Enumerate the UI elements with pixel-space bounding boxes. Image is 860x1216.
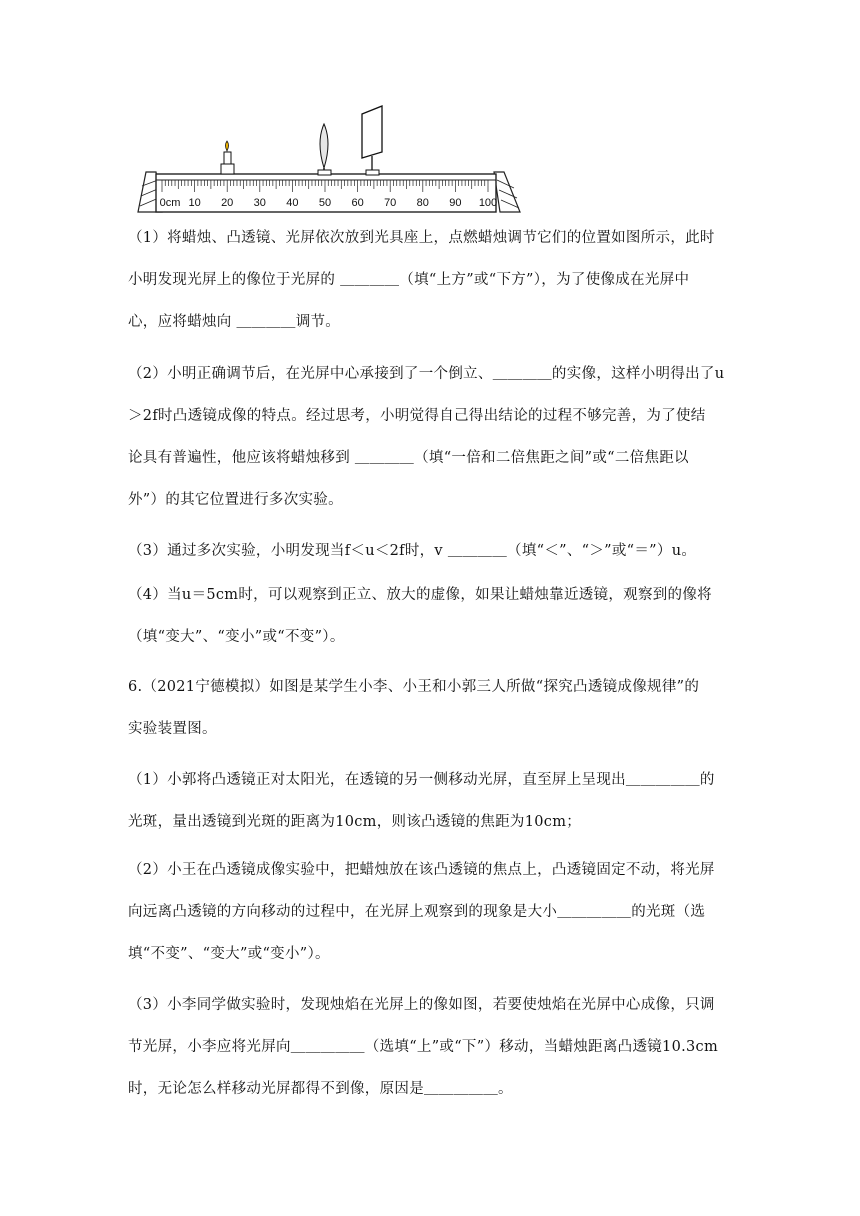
text-line: （3）小李同学做实验时，发现烛焰在光屏上的像如图，若要使烛焰在光屏中心成像，只调 [128, 997, 715, 1013]
text-line: 时，无论怎么样移动光屏都得不到像，原因是＿＿＿＿＿。 [128, 1081, 513, 1097]
ruler-label: 30 [253, 197, 266, 209]
text-line: 外”）的其它位置进行多次实验。 [128, 492, 343, 508]
text-line: （4）当u＝5cm时，可以观察到正立、放大的虚像，如果让蜡烛靠近透镜，观察到的像将 [128, 587, 712, 603]
text-line: ＞2f时凸透镜成像的特点。经过思考，小明觉得自己得出结论的过程不够完善，为了使结 [128, 408, 706, 424]
q5-part2 [128, 364, 740, 532]
ruler-label: 10 [188, 197, 201, 209]
ruler-label: 20 [221, 197, 234, 209]
q5-part1 [128, 228, 740, 354]
ruler-label: 0cm [159, 197, 181, 209]
text-line: （3）通过多次实验，小明发现当f＜u＜2f时，v ＿＿＿＿（填“＜”、“＞”或“＝”）u。 [128, 543, 697, 559]
ruler-label: 100 [478, 197, 498, 209]
text-line: 填“不变”、“变大”或“变小”）。 [128, 946, 330, 962]
text-line: 6.（2021宁德模拟）如图是某学生小李、小王和小郭三人所做“探究凸透镜成像规律”的 [128, 679, 700, 695]
light-screen [362, 106, 382, 175]
q5-part3 [128, 541, 740, 583]
q6-intro [128, 677, 740, 761]
ruler-label: 60 [351, 197, 364, 209]
ruler-label: 40 [286, 197, 299, 209]
text-line: 向远离凸透镜的方向移动的过程中，在光屏上观察到的现象是大小＿＿＿＿＿的光斑（选 [128, 904, 706, 920]
ruler-label: 50 [318, 197, 332, 209]
text-line: 小明发现光屏上的像位于光屏的 ＿＿＿＿（填“上方”或“下方”），为了使像成在光屏中 [128, 272, 690, 288]
candle [221, 141, 234, 174]
q6-part2 [128, 860, 740, 986]
right-support [494, 172, 520, 212]
convex-lens [318, 124, 331, 175]
text-line: （1）小郭将凸透镜正对太阳光，在透镜的另一侧移动光屏，直至屏上呈现出＿＿＿＿＿的 [128, 772, 715, 788]
text-line: （填“变大”、“变小”或“不变”）。 [128, 629, 345, 645]
text-line: 光斑，量出透镜到光斑的距离为10cm，则该凸透镜的焦距为10cm； [128, 814, 582, 830]
text-line: （2）小王在凸透镜成像实验中，把蜡烛放在该凸透镜的焦点上，凸透镜固定不动，将光屏 [128, 862, 715, 878]
optical-bench-figure [128, 96, 528, 220]
text-line: 节光屏，小李应将光屏向＿＿＿＿＿（选填“上”或“下”）移动，当蜡烛距离凸透镜10.3cm [128, 1039, 719, 1055]
q6-part3 [128, 995, 740, 1121]
text-line: （2）小明正确调节后，在光屏中心承接到了一个倒立、＿＿＿＿的实像，这样小明得出了u [128, 366, 725, 382]
q5-part4 [128, 585, 740, 669]
text-line: 心，应将蜡烛向 ＿＿＿＿调节。 [128, 314, 341, 330]
ruler-label: 80 [416, 197, 429, 209]
q6-part1 [128, 770, 740, 854]
text-line: 实验装置图。 [128, 721, 217, 737]
text-line: 论具有普遍性，他应该将蜡烛移到 ＿＿＿＿（填“一倍和二倍焦距之间”或“二倍焦距以 [128, 450, 689, 466]
ruler-label: 90 [449, 197, 462, 209]
text-line: （1）将蜡烛、凸透镜、光屏依次放到光具座上，点燃蜡烛调节它们的位置如图所示，此时 [128, 230, 715, 246]
ruler-label: 70 [384, 197, 397, 209]
